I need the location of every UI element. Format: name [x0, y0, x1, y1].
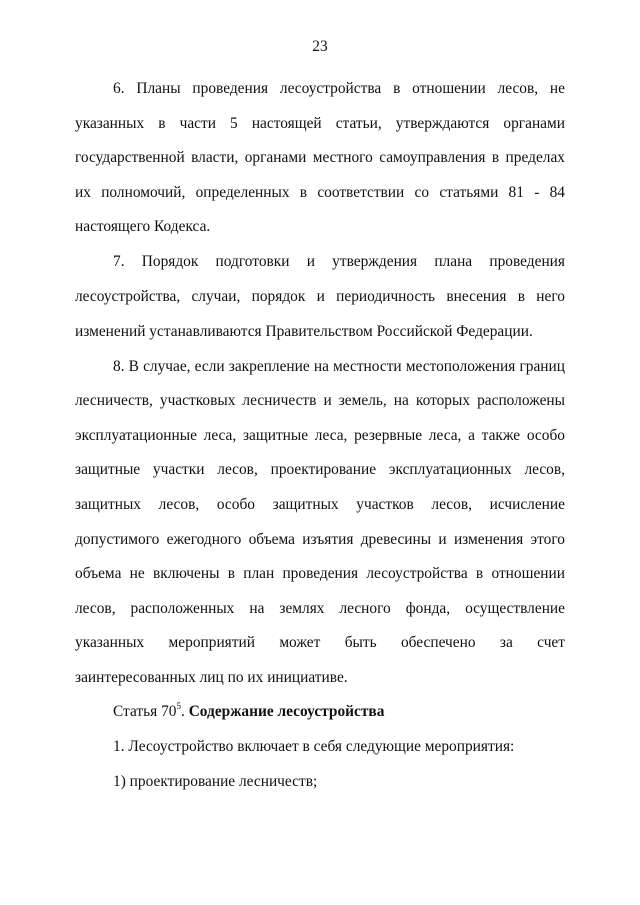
paragraph-7: 7. Порядок подготовки и утверждения плана проведения лесоустройства, случаи, порядок и периодичность внесения в него изменений устанавливаются Правительством Российской Федерации. [75, 253, 565, 340]
document-body [75, 72, 565, 799]
article-item-1: 1. Лесоустройство включает в себя следующие мероприятия: [113, 738, 515, 756]
article-heading [75, 695, 565, 730]
paragraph-8: 8. В случае, если закрепление на местности местоположения границ лесничеств, участковых лесничеств и земель, на которых расположены эксплуатационные леса, защитные леса, резервные леса, а также особо защитные участки лесов, проектирование эксплуатационных лесов, защитных лесов, особо защитных участков лесов, исчисление допустимого ежегодного объема изъятия древесины и изменения этого объема не включены в план проведения лесоустройства в отношении лесов, расположенных на землях лесного фонда, осуществление указанных мероприятий может быть обеспечено за счет заинтересованных лиц по их инициативе. [75, 357, 565, 686]
article-title: Содержание лесоустройства [188, 703, 385, 721]
article-separator: . [180, 703, 189, 721]
article-subitem-1: 1) проектирование лесничеств; [113, 772, 318, 790]
article-number-superscript: 5 [176, 701, 181, 712]
paragraph-6: 6. Планы проведения лесоустройства в отношении лесов, не указанных в части 5 настоящей статьи, утверждаются органами государственной власти, органами местного самоуправления в пределах их полномочий, определенных в соответствии со статьями 81 - 84 настоящего Кодекса. [75, 80, 565, 236]
page-number: 23 [312, 38, 328, 55]
article-number: Статья 70 [113, 703, 177, 721]
